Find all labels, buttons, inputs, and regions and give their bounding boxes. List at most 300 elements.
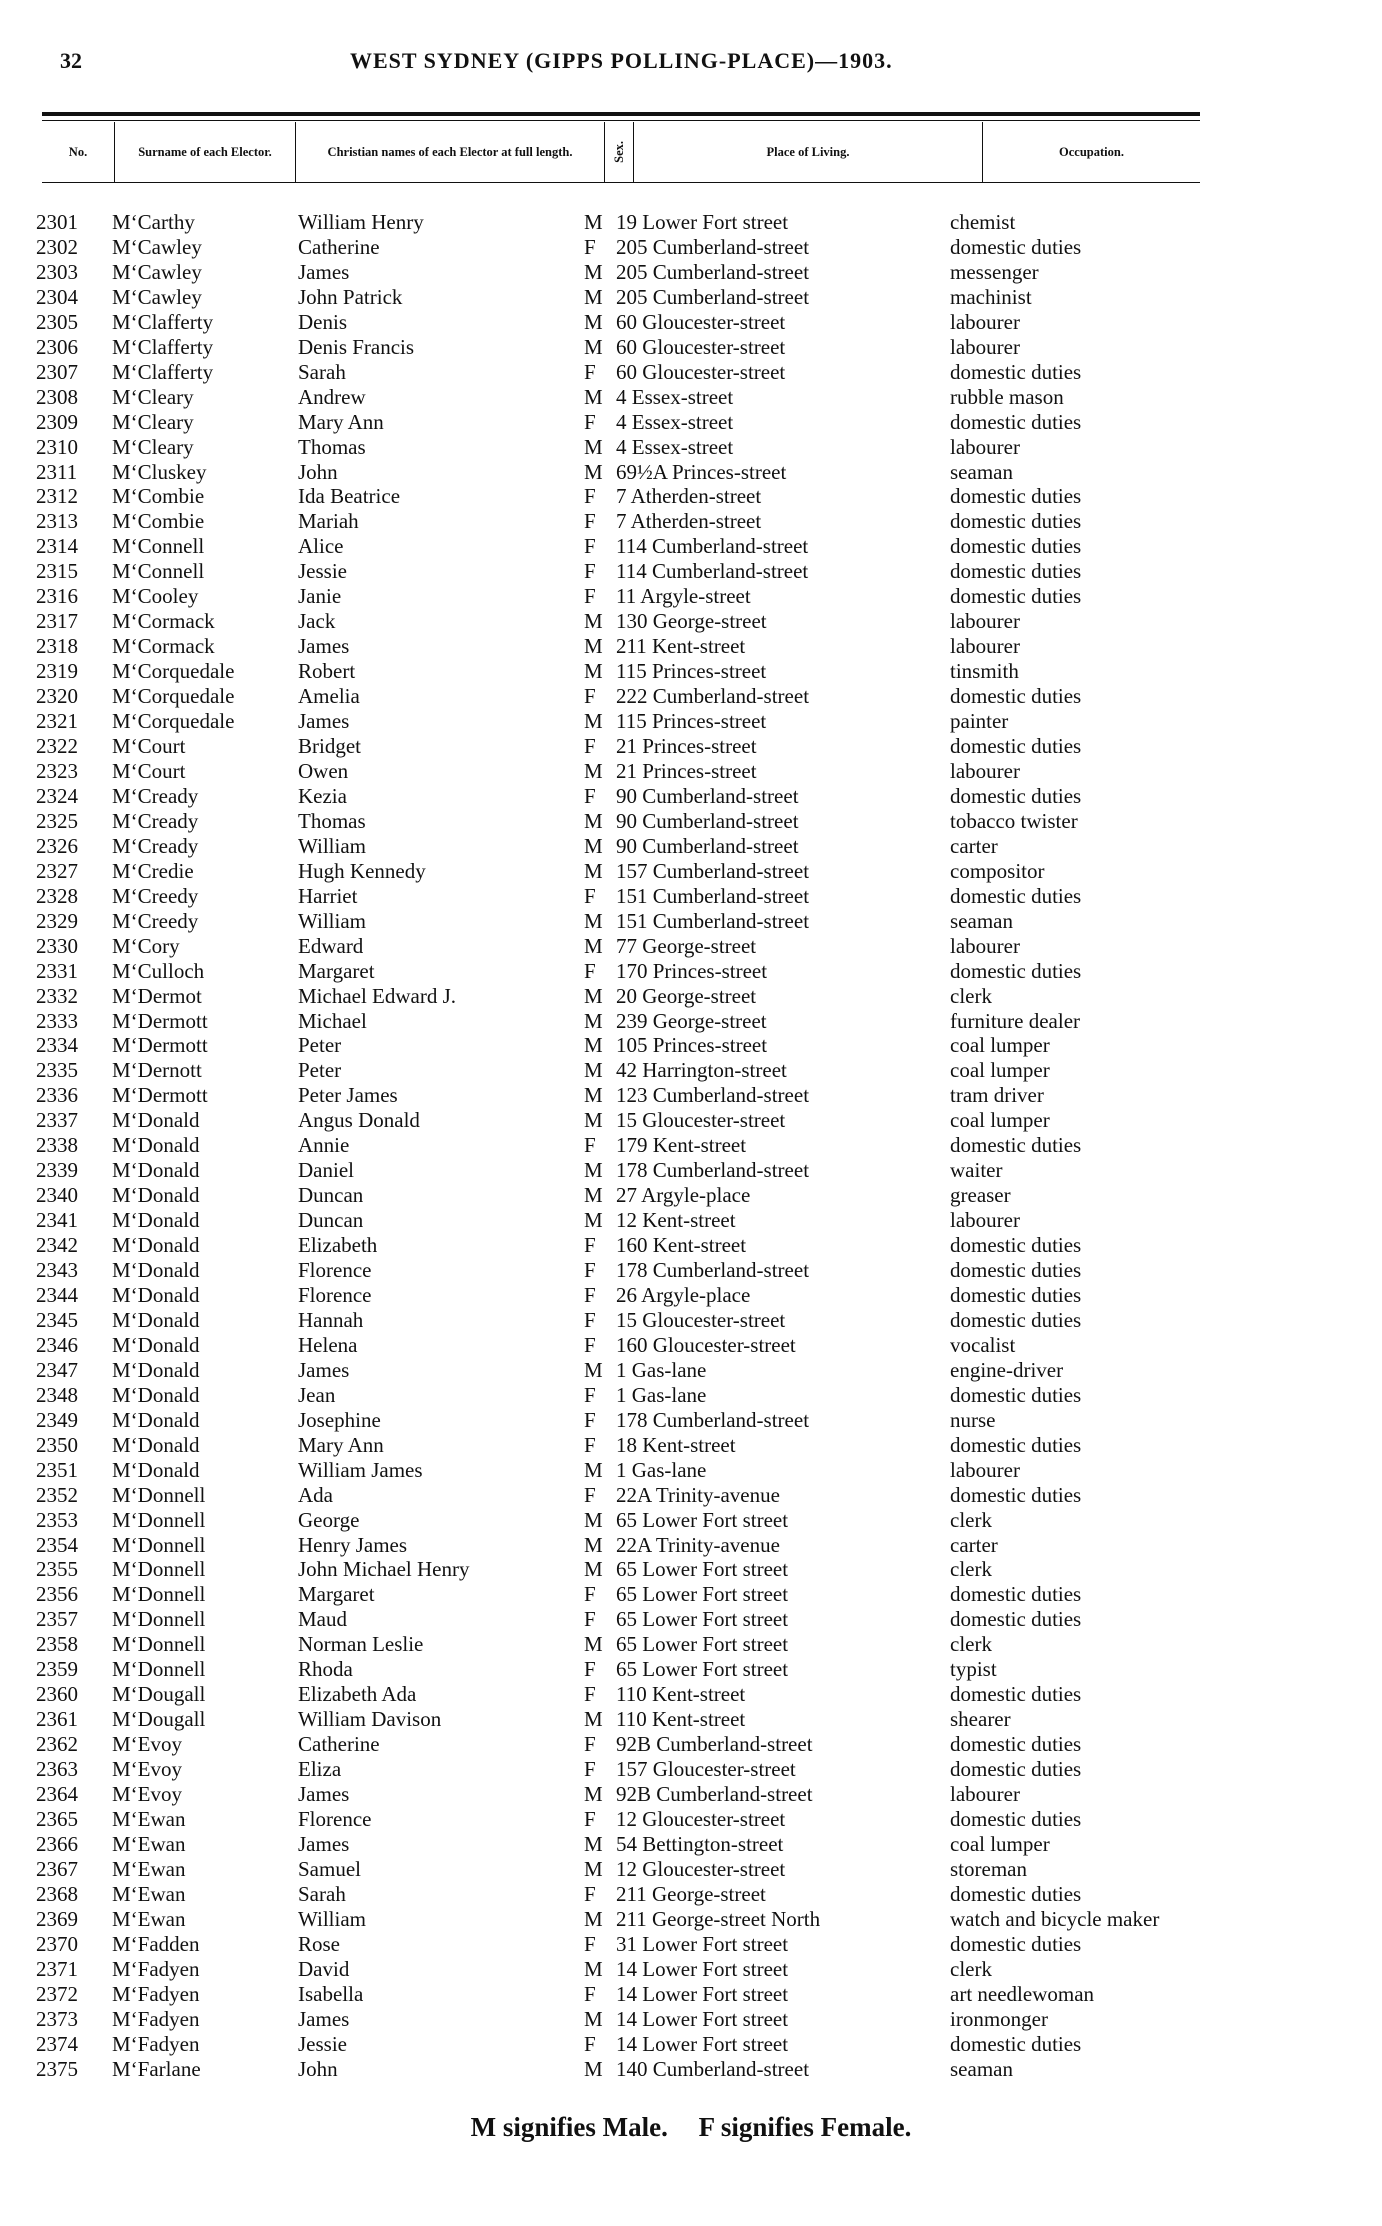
elector-surname: M‘Cleary: [112, 434, 194, 459]
elector-sex: M: [584, 1906, 603, 1931]
elector-surname: M‘Court: [112, 758, 186, 783]
elector-sex: M: [584, 1507, 603, 1532]
elector-place: 157 Cumberland-street: [616, 858, 810, 883]
table-row: [0, 784, 1382, 809]
table-row: [0, 1882, 1382, 1907]
elector-surname: M‘Donnell: [112, 1482, 206, 1507]
elector-place: 4 Essex-street: [616, 384, 734, 409]
elector-place: 160 Kent-street: [616, 1233, 747, 1258]
elector-place: 7 Atherden-street: [616, 509, 762, 534]
elector-place: 90 Cumberland-street: [616, 783, 799, 808]
elector-surname: M‘Donald: [112, 1457, 200, 1482]
elector-christian-names: Florence: [298, 1258, 372, 1283]
elector-place: 178 Cumberland-street: [616, 1158, 810, 1183]
table-row: [0, 2007, 1382, 2032]
elector-occupation: messenger: [950, 259, 1039, 284]
elector-surname: M‘Cormack: [112, 609, 215, 634]
elector-sex: M: [584, 933, 603, 958]
elector-christian-names: John: [298, 2056, 338, 2081]
elector-number: 2323: [36, 758, 78, 783]
elector-occupation: seaman: [950, 2056, 1013, 2081]
table-row: [0, 1083, 1382, 1108]
elector-surname: M‘Donald: [112, 1183, 200, 1208]
elector-surname: M‘Court: [112, 734, 186, 759]
table-row: [0, 684, 1382, 709]
elector-number: 2358: [36, 1632, 78, 1657]
elector-number: 2334: [36, 1033, 78, 1058]
elector-sex: F: [584, 1657, 596, 1682]
elector-sex: M: [584, 908, 603, 933]
elector-christian-names: Samuel: [298, 1856, 361, 1881]
elector-place: 65 Lower Fort street: [616, 1582, 789, 1607]
elector-place: 105 Princes-street: [616, 1033, 768, 1058]
elector-occupation: domestic duties: [950, 1282, 1082, 1307]
elector-place: 65 Lower Fort street: [616, 1557, 789, 1582]
elector-number: 2364: [36, 1782, 78, 1807]
elector-occupation: domestic duties: [950, 1582, 1082, 1607]
elector-number: 2309: [36, 409, 78, 434]
elector-number: 2345: [36, 1307, 78, 1332]
header-rule: [42, 112, 1200, 116]
elector-occupation: tinsmith: [950, 659, 1019, 684]
elector-sex: M: [584, 334, 603, 359]
elector-occupation: domestic duties: [950, 1482, 1082, 1507]
elector-christian-names: Peter James: [298, 1083, 398, 1108]
elector-sex: M: [584, 1632, 603, 1657]
elector-occupation: carter: [950, 833, 998, 858]
elector-place: 90 Cumberland-street: [616, 833, 799, 858]
table-row: [0, 360, 1382, 385]
elector-sex: F: [584, 559, 596, 584]
elector-sex: M: [584, 1357, 603, 1382]
elector-number: 2308: [36, 384, 78, 409]
elector-occupation: rubble mason: [950, 384, 1064, 409]
elector-occupation: tram driver: [950, 1083, 1044, 1108]
elector-occupation: labourer: [950, 309, 1020, 334]
elector-christian-names: Thomas: [298, 808, 366, 833]
table-row: [0, 1533, 1382, 1558]
elector-surname: M‘Dermott: [112, 1033, 208, 1058]
elector-sex: M: [584, 1707, 603, 1732]
elector-surname: M‘Donald: [112, 1382, 200, 1407]
elector-christian-names: Thomas: [298, 434, 366, 459]
elector-sex: M: [584, 659, 603, 684]
elector-christian-names: William: [298, 908, 366, 933]
elector-sex: M: [584, 1033, 603, 1058]
elector-number: 2332: [36, 983, 78, 1008]
elector-number: 2336: [36, 1083, 78, 1108]
elector-place: 14 Lower Fort street: [616, 1956, 789, 1981]
elector-place: 205 Cumberland-street: [616, 234, 810, 259]
elector-surname: M‘Cooley: [112, 584, 199, 609]
elector-christian-names: James: [298, 1831, 350, 1856]
elector-number: 2351: [36, 1457, 78, 1482]
elector-number: 2302: [36, 234, 78, 259]
elector-occupation: domestic duties: [950, 1682, 1082, 1707]
elector-number: 2361: [36, 1707, 78, 1732]
elector-number: 2360: [36, 1682, 78, 1707]
elector-number: 2338: [36, 1133, 78, 1158]
elector-surname: M‘Donald: [112, 1407, 200, 1432]
elector-place: 54 Bettington-street: [616, 1831, 784, 1856]
elector-surname: M‘Clafferty: [112, 309, 214, 334]
elector-place: 12 Gloucester-street: [616, 1807, 786, 1831]
elector-place: 60 Gloucester-street: [616, 359, 786, 384]
elector-christian-names: Elizabeth: [298, 1233, 378, 1258]
elector-sex: F: [584, 1732, 596, 1757]
elector-place: 18 Kent-street: [616, 1432, 736, 1457]
elector-christian-names: Margaret: [298, 1582, 375, 1607]
elector-place: 211 George-street: [616, 1881, 766, 1906]
elector-place: 160 Gloucester-street: [616, 1332, 796, 1357]
elector-number: 2301: [36, 210, 78, 234]
elector-sex: M: [584, 2056, 603, 2081]
elector-surname: M‘Carthy: [112, 210, 195, 234]
elector-number: 2326: [36, 833, 78, 858]
table-row: [0, 1058, 1382, 1083]
table-row: [0, 759, 1382, 784]
elector-occupation: domestic duties: [950, 1307, 1082, 1332]
table-row: [0, 1158, 1382, 1183]
elector-christian-names: Jessie: [298, 2031, 347, 2056]
header-christian-names: Christian names of each Elector at full length.: [296, 122, 605, 182]
elector-christian-names: Henry James: [298, 1532, 408, 1557]
elector-christian-names: Kezia: [298, 783, 347, 808]
elector-sex: F: [584, 883, 596, 908]
page-title: WEST SYDNEY (GIPPS POLLING-PLACE)—1903.: [350, 48, 893, 73]
elector-christian-names: Mary Ann: [298, 1432, 384, 1457]
elector-surname: M‘Culloch: [112, 958, 205, 983]
elector-number: 2374: [36, 2031, 78, 2056]
elector-occupation: tobacco twister: [950, 808, 1078, 833]
elector-sex: M: [584, 709, 603, 734]
elector-occupation: domestic duties: [950, 1432, 1082, 1457]
table-row: [0, 1832, 1382, 1857]
elector-place: 21 Princes-street: [616, 734, 757, 759]
elector-number: 2314: [36, 534, 78, 559]
elector-christian-names: Mary Ann: [298, 409, 384, 434]
table-row: [0, 1857, 1382, 1882]
elector-occupation: domestic duties: [950, 234, 1082, 259]
elector-surname: M‘Cory: [112, 933, 180, 958]
table-row: [0, 659, 1382, 684]
table-row: [0, 1508, 1382, 1533]
table-row: [0, 1657, 1382, 1682]
elector-sex: F: [584, 734, 596, 759]
elector-number: 2327: [36, 858, 78, 883]
elector-occupation: domestic duties: [950, 734, 1082, 759]
elector-number: 2352: [36, 1482, 78, 1507]
table-row: [0, 1133, 1382, 1158]
elector-sex: F: [584, 958, 596, 983]
header-occupation: Occupation.: [1059, 145, 1124, 159]
elector-occupation: typist: [950, 1657, 997, 1682]
elector-place: 42 Harrington-street: [616, 1058, 787, 1083]
table-row: [0, 1682, 1382, 1707]
elector-christian-names: Peter: [298, 1058, 342, 1083]
elector-sex: F: [584, 234, 596, 259]
elector-sex: F: [584, 1407, 596, 1432]
elector-number: 2363: [36, 1757, 78, 1782]
elector-number: 2370: [36, 1931, 78, 1956]
elector-sex: M: [584, 1831, 603, 1856]
elector-christian-names: Duncan: [298, 1208, 364, 1233]
elector-occupation: chemist: [950, 210, 1016, 234]
elector-christian-names: Jean: [298, 1382, 336, 1407]
elector-surname: M‘Donald: [112, 1208, 200, 1233]
elector-sex: M: [584, 1557, 603, 1582]
elector-christian-names: Janie: [298, 584, 342, 609]
elector-number: 2318: [36, 634, 78, 659]
table-row: [0, 1233, 1382, 1258]
elector-christian-names: Florence: [298, 1807, 372, 1831]
elector-christian-names: Elizabeth Ada: [298, 1682, 417, 1707]
elector-number: 2311: [36, 459, 78, 484]
elector-number: 2347: [36, 1357, 78, 1382]
elector-number: 2353: [36, 1507, 78, 1532]
elector-place: 4 Essex-street: [616, 434, 734, 459]
elector-place: 60 Gloucester-street: [616, 309, 786, 334]
elector-sex: M: [584, 210, 603, 234]
table-row: [0, 1557, 1382, 1582]
table-row: [0, 484, 1382, 509]
elector-christian-names: Sarah: [298, 1881, 346, 1906]
elector-christian-names: Florence: [298, 1282, 372, 1307]
elector-place: 65 Lower Fort street: [616, 1657, 789, 1682]
elector-place: 211 Kent-street: [616, 634, 746, 659]
elector-surname: M‘Evoy: [112, 1732, 182, 1757]
elector-surname: M‘Dougall: [112, 1707, 206, 1732]
elector-sex: M: [584, 983, 603, 1008]
elector-occupation: domestic duties: [950, 534, 1082, 559]
elector-occupation: vocalist: [950, 1332, 1016, 1357]
elector-place: 14 Lower Fort street: [616, 2006, 789, 2031]
elector-occupation: domestic duties: [950, 409, 1082, 434]
elector-surname: M‘Credie: [112, 858, 194, 883]
table-row: [0, 1982, 1382, 2007]
elector-christian-names: John Patrick: [298, 284, 403, 309]
table-row: [0, 609, 1382, 634]
elector-surname: M‘Dermot: [112, 983, 202, 1008]
elector-number: 2350: [36, 1432, 78, 1457]
elector-sex: F: [584, 1233, 596, 1258]
elector-place: 65 Lower Fort street: [616, 1632, 789, 1657]
table-row: [0, 534, 1382, 559]
table-row: [0, 1458, 1382, 1483]
elector-christian-names: Andrew: [298, 384, 366, 409]
elector-christian-names: Helena: [298, 1332, 358, 1357]
table-row: [0, 1183, 1382, 1208]
elector-christian-names: Eliza: [298, 1757, 342, 1782]
elector-place: 115 Princes-street: [616, 709, 767, 734]
elector-place: 22A Trinity-avenue: [616, 1482, 780, 1507]
elector-number: 2328: [36, 883, 78, 908]
elector-sex: F: [584, 1757, 596, 1782]
header-surname: Surname of each Elector.: [115, 122, 296, 182]
table-row: [0, 709, 1382, 734]
elector-christian-names: John Michael Henry: [298, 1557, 470, 1582]
elector-sex: M: [584, 1208, 603, 1233]
elector-surname: M‘Cleary: [112, 384, 194, 409]
elector-sex: F: [584, 684, 596, 709]
table-row: [0, 1757, 1382, 1782]
elector-place: 110 Kent-street: [616, 1682, 746, 1707]
table-row: [0, 1033, 1382, 1058]
elector-sex: M: [584, 833, 603, 858]
table-row: [0, 1632, 1382, 1657]
elector-sex: F: [584, 1307, 596, 1332]
elector-place: 69½A Princes-street: [616, 459, 787, 484]
header-rule-thin: [42, 120, 1200, 121]
table-row: [0, 509, 1382, 534]
elector-place: 110 Kent-street: [616, 1707, 746, 1732]
elector-sex: F: [584, 359, 596, 384]
table-row: [0, 1208, 1382, 1233]
elector-number: 2369: [36, 1906, 78, 1931]
elector-christian-names: Daniel: [298, 1158, 354, 1183]
elector-christian-names: William James: [298, 1457, 423, 1482]
elector-surname: M‘Donald: [112, 1307, 200, 1332]
elector-number: 2325: [36, 808, 78, 833]
elector-occupation: labourer: [950, 1457, 1020, 1482]
elector-number: 2344: [36, 1282, 78, 1307]
elector-sex: F: [584, 1332, 596, 1357]
elector-christian-names: Harriet: [298, 883, 358, 908]
elector-sex: M: [584, 309, 603, 334]
elector-surname: M‘Donald: [112, 1282, 200, 1307]
table-row: [0, 1333, 1382, 1358]
elector-occupation: coal lumper: [950, 1108, 1050, 1133]
elector-christian-names: Michael Edward J.: [298, 983, 457, 1008]
elector-occupation: domestic duties: [950, 584, 1082, 609]
table-row: [0, 1807, 1382, 1832]
table-row: [0, 385, 1382, 410]
elector-number: 2375: [36, 2056, 78, 2081]
table-row: [0, 1408, 1382, 1433]
elector-place: 1 Gas-lane: [616, 1382, 707, 1407]
table-row: [0, 1707, 1382, 1732]
elector-place: 22A Trinity-avenue: [616, 1532, 780, 1557]
elector-occupation: domestic duties: [950, 883, 1082, 908]
elector-christian-names: Peter: [298, 1033, 342, 1058]
elector-place: 11 Argyle-street: [616, 584, 751, 609]
elector-surname: M‘Evoy: [112, 1757, 182, 1782]
elector-surname: M‘Donald: [112, 1108, 200, 1133]
elector-number: 2368: [36, 1881, 78, 1906]
elector-occupation: labourer: [950, 1208, 1020, 1233]
elector-occupation: machinist: [950, 284, 1032, 309]
elector-occupation: coal lumper: [950, 1831, 1050, 1856]
elector-occupation: waiter: [950, 1158, 1003, 1183]
elector-surname: M‘Donald: [112, 1258, 200, 1283]
table-row: [0, 934, 1382, 959]
elector-surname: M‘Creedy: [112, 883, 199, 908]
elector-place: 65 Lower Fort street: [616, 1607, 789, 1632]
elector-number: 2340: [36, 1183, 78, 1208]
elector-surname: M‘Corquedale: [112, 709, 235, 734]
table-row: [0, 559, 1382, 584]
elector-surname: M‘Creedy: [112, 908, 199, 933]
elector-christian-names: Bridget: [298, 734, 361, 759]
table-row: [0, 1932, 1382, 1957]
elector-sex: M: [584, 1183, 603, 1208]
table-row: [0, 235, 1382, 260]
elector-sex: F: [584, 1981, 596, 2006]
elector-christian-names: James: [298, 1782, 350, 1807]
elector-surname: M‘Fadyen: [112, 1956, 200, 1981]
table-row: [0, 909, 1382, 934]
elector-number: 2303: [36, 259, 78, 284]
elector-surname: M‘Clafferty: [112, 334, 214, 359]
elector-christian-names: Amelia: [298, 684, 360, 709]
elector-surname: M‘Dermott: [112, 1083, 208, 1108]
elector-number: 2306: [36, 334, 78, 359]
elector-number: 2372: [36, 1981, 78, 2006]
elector-place: 178 Cumberland-street: [616, 1407, 810, 1432]
elector-occupation: storeman: [950, 1856, 1027, 1881]
elector-surname: M‘Fadyen: [112, 2031, 200, 2056]
table-row: [0, 859, 1382, 884]
elector-christian-names: Josephine: [298, 1407, 381, 1432]
elector-sex: F: [584, 1258, 596, 1283]
elector-place: 27 Argyle-place: [616, 1183, 751, 1208]
elector-occupation: domestic duties: [950, 958, 1082, 983]
elector-christian-names: Catherine: [298, 1732, 380, 1757]
elector-surname: M‘Cormack: [112, 634, 215, 659]
elector-place: 157 Gloucester-street: [616, 1757, 796, 1782]
elector-christian-names: Margaret: [298, 958, 375, 983]
elector-occupation: domestic duties: [950, 1607, 1082, 1632]
elector-occupation: labourer: [950, 434, 1020, 459]
elector-number: 2341: [36, 1208, 78, 1233]
elector-occupation: domestic duties: [950, 359, 1082, 384]
elector-surname: M‘Combie: [112, 509, 205, 534]
elector-number: 2313: [36, 509, 78, 534]
table-row: [0, 984, 1382, 1009]
elector-sex: M: [584, 1457, 603, 1482]
table-row: [0, 809, 1382, 834]
elector-sex: M: [584, 1008, 603, 1033]
elector-number: 2330: [36, 933, 78, 958]
elector-surname: M‘Ewan: [112, 1831, 186, 1856]
elector-christian-names: Rose: [298, 1931, 340, 1956]
elector-christian-names: Maud: [298, 1607, 347, 1632]
elector-number: 2304: [36, 284, 78, 309]
elector-number: 2333: [36, 1008, 78, 1033]
elector-place: 4 Essex-street: [616, 409, 734, 434]
elector-place: 26 Argyle-place: [616, 1282, 751, 1307]
table-row: [0, 1957, 1382, 1982]
table-row: [0, 335, 1382, 360]
elector-surname: M‘Clafferty: [112, 359, 214, 384]
elector-place: 114 Cumberland-street: [616, 559, 809, 584]
elector-number: 2367: [36, 1856, 78, 1881]
elector-christian-names: James: [298, 634, 350, 659]
elector-christian-names: James: [298, 2006, 350, 2031]
elector-occupation: painter: [950, 709, 1009, 734]
elector-number: 2324: [36, 783, 78, 808]
elector-number: 2339: [36, 1158, 78, 1183]
header-sex: [605, 122, 634, 182]
elector-christian-names: Michael: [298, 1008, 367, 1033]
elector-sex: F: [584, 1682, 596, 1707]
elector-place: 222 Cumberland-street: [616, 684, 810, 709]
header-place: Place of Living.: [634, 122, 983, 182]
table-row: [0, 884, 1382, 909]
elector-surname: M‘Cleary: [112, 409, 194, 434]
elector-sex: M: [584, 1782, 603, 1807]
elector-christian-names: Edward: [298, 933, 364, 958]
